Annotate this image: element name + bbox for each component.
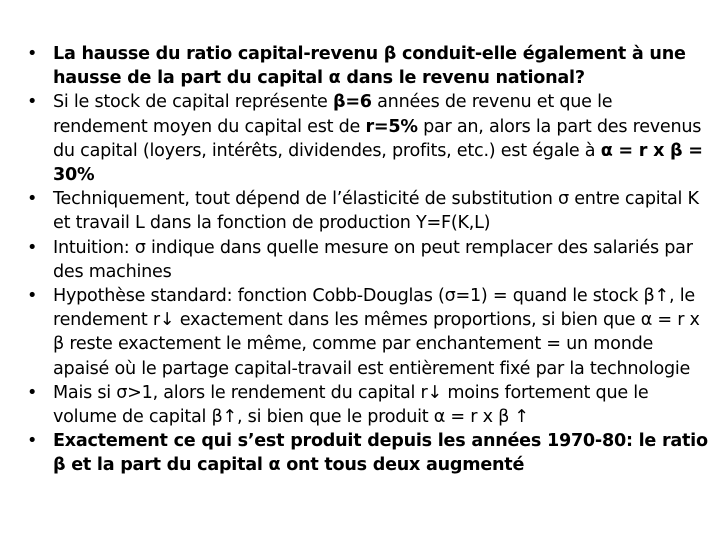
bullet-item xyxy=(27,90,708,187)
bullet-text: Techniquement, tout dépend de l’élasticité de substitution σ entre capital K et travail L dans la fonction de production Y=F(K,L) xyxy=(53,189,699,234)
bullet-item xyxy=(27,381,708,429)
bullet-item xyxy=(27,42,708,90)
bullet-list xyxy=(27,42,708,478)
bullet-item xyxy=(27,236,708,284)
bullet-icon: • xyxy=(27,237,38,258)
bullet-text-bold: Exactement ce qui s’est produit depuis les années 1970-80: le ratio β et la part du capital α ont tous deux augmenté xyxy=(53,431,708,476)
bullet-icon: • xyxy=(27,44,38,64)
bullet-text-bold: α = r x β = 30% xyxy=(53,140,703,186)
bullet-text-bold: β=6 xyxy=(332,92,372,113)
bullet-text-bold: La hausse du ratio capital-revenu β conduit-elle également à une hausse de la part du capital α dans le revenu national? xyxy=(53,44,686,89)
bullet-text: années de revenu et que le rendement moyen du capital est de xyxy=(53,92,613,137)
bullet-icon: • xyxy=(27,92,38,113)
bullet-icon: • xyxy=(27,286,38,307)
bullet-text: par an, alors la part des revenus du capital (loyers, intérêts, dividendes, profits, etc.) est égale à xyxy=(53,116,702,161)
bullet-icon: • xyxy=(27,189,38,210)
bullet-item xyxy=(27,429,708,477)
bullet-icon: • xyxy=(27,431,38,452)
bullet-item xyxy=(27,284,708,381)
bullet-text: Si le stock de capital représente xyxy=(53,92,333,113)
bullet-text: Intuition: σ indique dans quelle mesure on peut remplacer des salariés par des machines xyxy=(53,237,693,282)
bullet-text: Hypothèse standard: fonction Cobb-Douglas (σ=1) = quand le stock β↑, le rendement r↓ exactement dans les mêmes proportions, si bien que α = r x β reste exactement le même, comme par enchantement = un monde apaisé où le partage capital-travail est entièrement fixé par la technologie xyxy=(53,286,700,379)
bullet-text: Mais si σ>1, alors le rendement du capital r↓ moins fortement que le volume de capital β↑, si bien que le produit α = r x β ↑ xyxy=(53,382,649,428)
bullet-text-bold: r=5% xyxy=(365,116,418,137)
bullet-icon: • xyxy=(27,382,38,403)
bullet-item xyxy=(27,187,708,235)
